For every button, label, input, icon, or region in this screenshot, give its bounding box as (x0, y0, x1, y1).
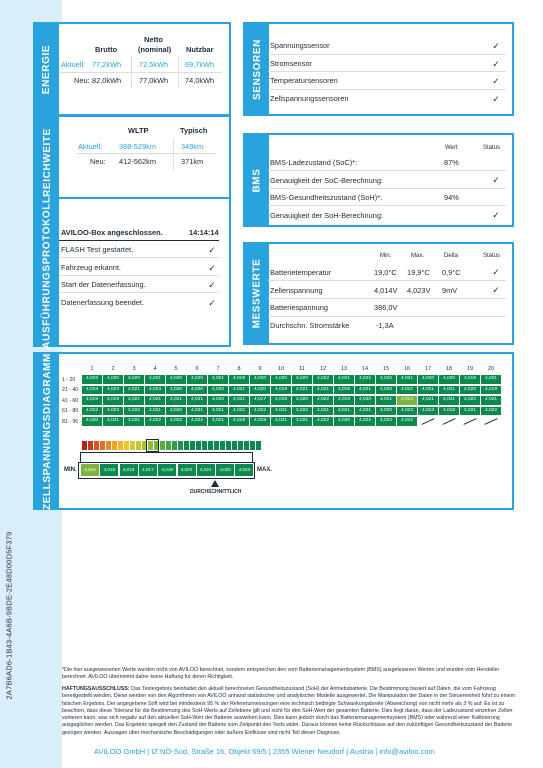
energie-neu-brutto: 82,0kWh (92, 76, 122, 85)
energie-card (33, 22, 231, 116)
mw-row-delta: 9mV (442, 286, 458, 295)
protokoll-item: Fahrzeug erkannt. (61, 263, 121, 272)
cell-voltage: 4,023 (418, 407, 438, 416)
cell-voltage: 4,020 (208, 386, 228, 395)
reichweite-aktuell-label: Aktuell: (78, 142, 103, 151)
check-icon: ✓ (492, 76, 500, 86)
zellspannung-tab: ZELLSPANNUNGSDIAGRAMM (35, 354, 59, 508)
column-number: 17 (424, 366, 432, 372)
cell-voltage: 4,022 (229, 407, 249, 416)
cell-voltage: 4,023 (103, 386, 123, 395)
mw-row-delta: 0,9°C (442, 268, 461, 277)
disclaimer: HAFTUNGSAUSSCHLUSS: Das Testergebnis beinhaltet den aktuell berechneten Gesundheitszustand (SoH) der Antriebsbatterie. Die Bestimmung basiert auf Daten, die vom Fahrzeug bereitgestellt werden. Diese werden von den Algorithmen von AVILOO anhand statistischer und analytischer Modelle ausgewertet. Die Manipulation der Daten in der Steuereinheit führt zu einem falschen Ergebnis. Der angegebene Soft wird bei mindestens 95 % der Referenzmessungen eine technisch bedingte Schwankungsbreite (Abweichung) von nicht mehr als 3 % auf. Es ist zu beachten, dass diese Toleranz für die Bestimmung des SoH-Werts auf Zellebene gilt und nicht für den SoH-Wert der gesamten Batterie. Dies liegt daran, dass der Ladezustand einzelner Zellen variieren kann, was sich negativ auf den aktuellen SoH-Wert der Batterie auswirken kann. Dies kann jedoch durch das Batteriemanagementsystem (BMS) oder während einer Kalibrierung ausgeglichen werden. Das Ergebnis spiegelt den Zustand der Batterie zum Zeitpunkt des Tests wider. Daraus können keine Rückschlüsse auf den zukünftigen Gesundheitszustand der Batterie gezogen werden. Aussagen über mechanische Beschädigungen oder äußere Einflüsse sind nicht Teil dieser Diagnose. (62, 686, 516, 736)
cell-voltage: 4,021 (271, 417, 291, 426)
cell-voltage: 4,021 (397, 375, 417, 384)
reichweite-aktuell-typisch: 349km (181, 142, 204, 151)
cell-voltage: 4,021 (481, 396, 501, 405)
check-icon: ✓ (492, 285, 500, 295)
scale-segment (124, 441, 129, 450)
cell-voltage: 4,022 (250, 407, 270, 416)
cell-voltage: 4,022 (397, 417, 417, 426)
cell-voltage: 4,023 (145, 386, 165, 395)
cell-voltage: 4,020 (166, 375, 186, 384)
cell-voltage: 4,021 (145, 407, 165, 416)
cell-voltage: 4,022 (145, 417, 165, 426)
cell-voltage: 4,022 (313, 375, 333, 384)
cell-voltage: 4,021 (334, 407, 354, 416)
cell-voltage: 4,019 (271, 386, 291, 395)
sensor-item: Stromsensor (270, 59, 312, 68)
bms-row-label: Genauigkeit der SoC-Berechnung: (270, 176, 383, 185)
check-icon: ✓ (208, 245, 216, 255)
distribution-cell: 4,022 (216, 464, 234, 476)
cell-voltage: 4,021 (439, 396, 459, 405)
color-scale (82, 441, 262, 450)
column-number: 13 (340, 366, 348, 372)
cell-voltage: 4,021 (313, 386, 333, 395)
cell-voltage: 4,021 (292, 386, 312, 395)
scale-segment (172, 441, 177, 450)
cell-voltage: 4,020 (187, 386, 207, 395)
average-marker-icon (211, 480, 219, 487)
energie-aktuell-nutzbar: 69,7kWh (185, 60, 215, 69)
cell-voltage: 4,021 (103, 417, 123, 426)
cell-voltage: 4,020 (250, 375, 270, 384)
protokoll-item: FLASH Test gestartet. (61, 245, 134, 254)
row-label: 21 - 40 (62, 387, 79, 394)
cell-voltage: 4,020 (187, 375, 207, 384)
cell-voltage: 4,020 (292, 375, 312, 384)
energie-neu-netto: 77,0kWh (139, 76, 169, 85)
protokoll-time: 14:14:14 (189, 228, 219, 237)
energie-aktuell-netto: 72,5kWh (139, 60, 169, 69)
scale-segment (88, 441, 93, 450)
cell-voltage: 4,020 (334, 417, 354, 426)
protokoll-title: AVILOO-Box angeschlossen. (61, 228, 163, 237)
row-label: 61 - 80 (62, 408, 79, 415)
column-number: 1 (90, 366, 94, 372)
cell-voltage: 4,020 (250, 386, 270, 395)
column-number: 5 (174, 366, 178, 372)
header-brutto: Brutto (95, 45, 118, 54)
min-label: MIN. (64, 467, 77, 473)
protokoll-card (33, 197, 231, 347)
column-number: 16 (403, 366, 411, 372)
cell-voltage: 4,021 (271, 407, 291, 416)
sensor-item: Zellspannungssensoren (270, 94, 349, 103)
document-id: 2A7B6AD6-1B43-4A6B-9BDE-2E48D00D5F379 (4, 531, 14, 699)
cell-voltage: 4,023 (397, 407, 417, 416)
cell-voltage: 4,021 (229, 386, 249, 395)
sensor-item: Spannungssensor (270, 41, 330, 50)
column-number: 8 (237, 366, 241, 372)
scale-segment (190, 441, 195, 450)
column-number: 4 (153, 366, 157, 372)
cell-voltage: 4,023 (103, 407, 123, 416)
cell-voltage: 4,022 (460, 396, 480, 405)
scale-segment (208, 441, 213, 450)
distribution-cell: 4,021 (197, 464, 215, 476)
max-label: MAX. (257, 467, 272, 473)
cell-voltage: 4,021 (124, 417, 144, 426)
cell-voltage: 4,020 (355, 396, 375, 405)
bms-row-value: 87% (444, 158, 459, 167)
check-icon: ✓ (492, 175, 500, 185)
average-label: DURCHSCHNITTLICH (190, 489, 242, 495)
distribution-cell: 4,023 (235, 464, 253, 476)
check-icon: ✓ (492, 41, 500, 51)
scale-segment (100, 441, 105, 450)
reichweite-aktuell-wltp: 388-529km (119, 142, 156, 151)
cell-voltage: 4,021 (208, 375, 228, 384)
cell-voltage: 4,021 (355, 386, 375, 395)
energie-tab: ENERGIE (35, 24, 59, 114)
check-icon: ✓ (492, 210, 500, 220)
cell-voltage: 4,017 (250, 396, 270, 405)
cell-voltage: 4,023 (82, 386, 102, 395)
scale-segment (244, 441, 249, 450)
cell-voltage: 4,019 (481, 386, 501, 395)
header-netto: Netto (144, 35, 163, 44)
energie-aktuell-label: Aktuell: (61, 60, 86, 69)
cell-voltage: 4,018 (250, 417, 270, 426)
energie-aktuell-brutto: 77,2kWh (92, 60, 122, 69)
scale-segment (166, 441, 171, 450)
scale-segment (184, 441, 189, 450)
column-number: 3 (132, 366, 136, 372)
scale-segment (106, 441, 111, 450)
cell-voltage: 4,019 (229, 417, 249, 426)
distribution-cell: 4,017 (139, 464, 157, 476)
energie-neu-nutzbar: 74,0kWh (185, 76, 215, 85)
messwerte-tab: MESSWERTE (245, 244, 269, 343)
distribution-cell: 4,014 (81, 464, 99, 476)
cell-voltage: 4,021 (439, 386, 459, 395)
column-number: 2 (111, 366, 115, 372)
scale-connector (80, 452, 253, 462)
bms-tab: BMS (245, 135, 269, 225)
column-number: 20 (487, 366, 495, 372)
cell-voltage: 4,021 (313, 407, 333, 416)
column-number: 15 (382, 366, 390, 372)
cell-voltage: 4,021 (124, 396, 144, 405)
reichweite-tab: REICHWEITE (35, 117, 59, 207)
cell-voltage: 4,021 (292, 417, 312, 426)
distribution-cell: 4,016 (120, 464, 138, 476)
mw-row-max: 4,023V (407, 286, 431, 295)
cell-voltage: 4,020 (103, 375, 123, 384)
scale-segment (226, 441, 231, 450)
cell-voltage: 4,021 (145, 375, 165, 384)
header-netto-nominal: (nominal) (138, 45, 172, 54)
scale-marker (146, 439, 159, 452)
scale-segment (196, 441, 201, 450)
cell-voltage: 4,019 (103, 396, 123, 405)
check-icon: ✓ (492, 94, 500, 104)
scale-segment (160, 441, 165, 450)
scale-segment (232, 441, 237, 450)
cell-voltage: 4,021 (418, 396, 438, 405)
mw-header-delta: Delta (444, 253, 459, 259)
cell-voltage: 4,020 (418, 375, 438, 384)
cell-voltage: 4,022 (292, 407, 312, 416)
header-wltp: WLTP (128, 126, 149, 135)
mw-row-label: Batterietemperatur (270, 268, 332, 277)
cell-voltage: 4,022 (481, 407, 501, 416)
cell-voltage: 4,020 (166, 407, 186, 416)
column-number: 6 (195, 366, 199, 372)
cell-voltage: 4,021 (460, 407, 480, 416)
mw-row-label: Zellenspannung (270, 286, 323, 295)
column-number: 9 (258, 366, 262, 372)
header-nutzbar: Nutzbar (186, 45, 214, 54)
cell-voltage: 4,021 (145, 396, 165, 405)
scale-segment (250, 441, 255, 450)
cell-voltage: 4,021 (334, 375, 354, 384)
cell-voltage: 4,020 (376, 386, 396, 395)
mw-row-max: 19,9°C (407, 268, 430, 277)
scale-segment (220, 441, 225, 450)
cell-voltage: 4,019 (229, 375, 249, 384)
scale-segment (178, 441, 183, 450)
check-icon: ✓ (492, 267, 500, 277)
mw-row-label: Batteriespannung (270, 303, 328, 312)
bms-row-label: BMS-Ladezustand (SoC)*: (270, 158, 358, 167)
energie-neu-label: Neu: (74, 76, 90, 85)
scale-segment (118, 441, 123, 450)
cell-voltage: 4,020 (82, 417, 102, 426)
cell-voltage: 4,021 (481, 375, 501, 384)
cell-voltage: 4,021 (418, 386, 438, 395)
cell-voltage: 4,020 (124, 375, 144, 384)
row-label: 1 - 20 (62, 376, 76, 383)
bms-header-status: Status (483, 145, 501, 151)
cell-voltage: 4,019 (334, 396, 354, 405)
cell-voltage: 4,019 (82, 375, 102, 384)
sensoren-tab: SENSOREN (245, 24, 269, 114)
protokoll-item: Start der Datenerfassung. (61, 280, 146, 289)
mw-header-status: Status (483, 253, 501, 259)
cell-voltage: 4,021 (376, 396, 396, 405)
scale-segment (202, 441, 207, 450)
mw-header-max: Max. (411, 253, 425, 259)
column-number: 14 (361, 366, 369, 372)
cell-voltage: 4,020 (166, 386, 186, 395)
scale-segment (82, 441, 87, 450)
cell-voltage: 4,021 (229, 396, 249, 405)
cell-voltage: 4,021 (187, 407, 207, 416)
cell-voltage: 4,018 (271, 396, 291, 405)
footnote: *Die hier ausgewiesenen Werte wurden nicht von AVILOO berechnet, sondern entsprechen den vom Batteriemanagementsystem (BMS) ausgelesenen Werten und wurden vom Hersteller berechnet. AVILOO übernimmt daher keine Haftung für deren Richtigkeit. (62, 667, 500, 681)
scale-segment (238, 441, 243, 450)
row-label: 41 - 60 (62, 397, 79, 404)
distribution-cell: 4,020 (178, 464, 196, 476)
scale-segment (136, 441, 141, 450)
reichweite-neu-label: Neu: (90, 157, 106, 166)
mw-row-min: 4,014V (374, 286, 398, 295)
cell-voltage: 4,022 (187, 417, 207, 426)
scale-segment (94, 441, 99, 450)
mw-row-label: Durchschn. Stromstärke (270, 321, 350, 330)
scale-segment (214, 441, 219, 450)
row-label: 81 - 96 (62, 418, 79, 425)
cell-voltage: 4,020 (271, 375, 291, 384)
cell-voltage: 4,020 (439, 375, 459, 384)
cell-voltage: 4,021 (166, 396, 186, 405)
cell-voltage: 4,020 (208, 396, 228, 405)
mw-header-min: Min. (380, 253, 392, 259)
cell-voltage: 4,022 (397, 386, 417, 395)
cell-voltage: 4,022 (355, 375, 375, 384)
cell-voltage: 4,022 (376, 375, 396, 384)
reichweite-neu-typisch: 371km (181, 157, 204, 166)
sensor-item: Temperatursensoren (270, 76, 338, 85)
protokoll-tab: AUSFÜHRUNGSPROTOKOLL (35, 199, 59, 345)
bms-header-wert: Wert (445, 145, 458, 151)
cell-voltage: 4,022 (376, 417, 396, 426)
protokoll-item: Datenerfassung beendet. (61, 298, 145, 307)
column-number: 11 (299, 366, 305, 372)
column-number: 7 (216, 366, 220, 372)
cell-voltage: 4,022 (124, 407, 144, 416)
cell-voltage: 4,021 (124, 386, 144, 395)
distribution-cell: 4,015 (100, 464, 118, 476)
scale-segment (112, 441, 117, 450)
check-icon: ✓ (208, 298, 216, 308)
cell-voltage: 4,018 (334, 386, 354, 395)
header-typisch: Typisch (180, 126, 208, 135)
reichweite-neu-wltp: 412-562km (119, 157, 156, 166)
check-icon: ✓ (208, 280, 216, 290)
check-icon: ✓ (208, 263, 216, 273)
bms-row-label: BMS-Gesundheitszustand (SoH)*: (270, 193, 383, 202)
distribution-cell: 4,018 (158, 464, 176, 476)
column-number: 19 (466, 366, 474, 372)
mw-row-min: 19,0°C (374, 268, 397, 277)
scale-segment (256, 441, 261, 450)
cell-voltage: 4,019 (82, 396, 102, 405)
cell-voltage: 4,018 (439, 407, 459, 416)
cell-voltage: 4,022 (166, 417, 186, 426)
cell-voltage: 4,020 (376, 407, 396, 416)
cell-voltage: 4,022 (313, 396, 333, 405)
check-icon: ✓ (492, 59, 500, 69)
cell-voltage: 4,021 (208, 417, 228, 426)
cell-voltage: 4,022 (355, 417, 375, 426)
scale-segment (130, 441, 135, 450)
bms-row-label: Genauigkeit der SoH-Berechnung: (270, 211, 383, 220)
mw-row-min: 386,0V (374, 303, 398, 312)
cell-voltage: 4,021 (355, 407, 375, 416)
cell-voltage: 4,020 (292, 396, 312, 405)
column-number: 12 (319, 366, 327, 372)
cell-voltage: 4,022 (313, 417, 333, 426)
column-number: 10 (277, 366, 285, 372)
cell-voltage: 4,021 (208, 407, 228, 416)
mw-row-min: -1,3A (376, 321, 394, 330)
cell-voltage: 4,020 (460, 386, 480, 395)
cell-voltage: 4,022 (82, 407, 102, 416)
footer-address: AVILOO GmbH | IZ NÖ-Süd, Straße 16, Objekt 69/5 | 2355 Wiener Neudorf | Austria | info@aviloo.com (94, 747, 435, 756)
bms-row-value: 94% (444, 193, 459, 202)
cell-voltage: 4,021 (187, 396, 207, 405)
cell-voltage: 4,019 (460, 375, 480, 384)
column-number: 18 (445, 366, 453, 372)
cell-voltage: 4,014 (397, 396, 417, 405)
